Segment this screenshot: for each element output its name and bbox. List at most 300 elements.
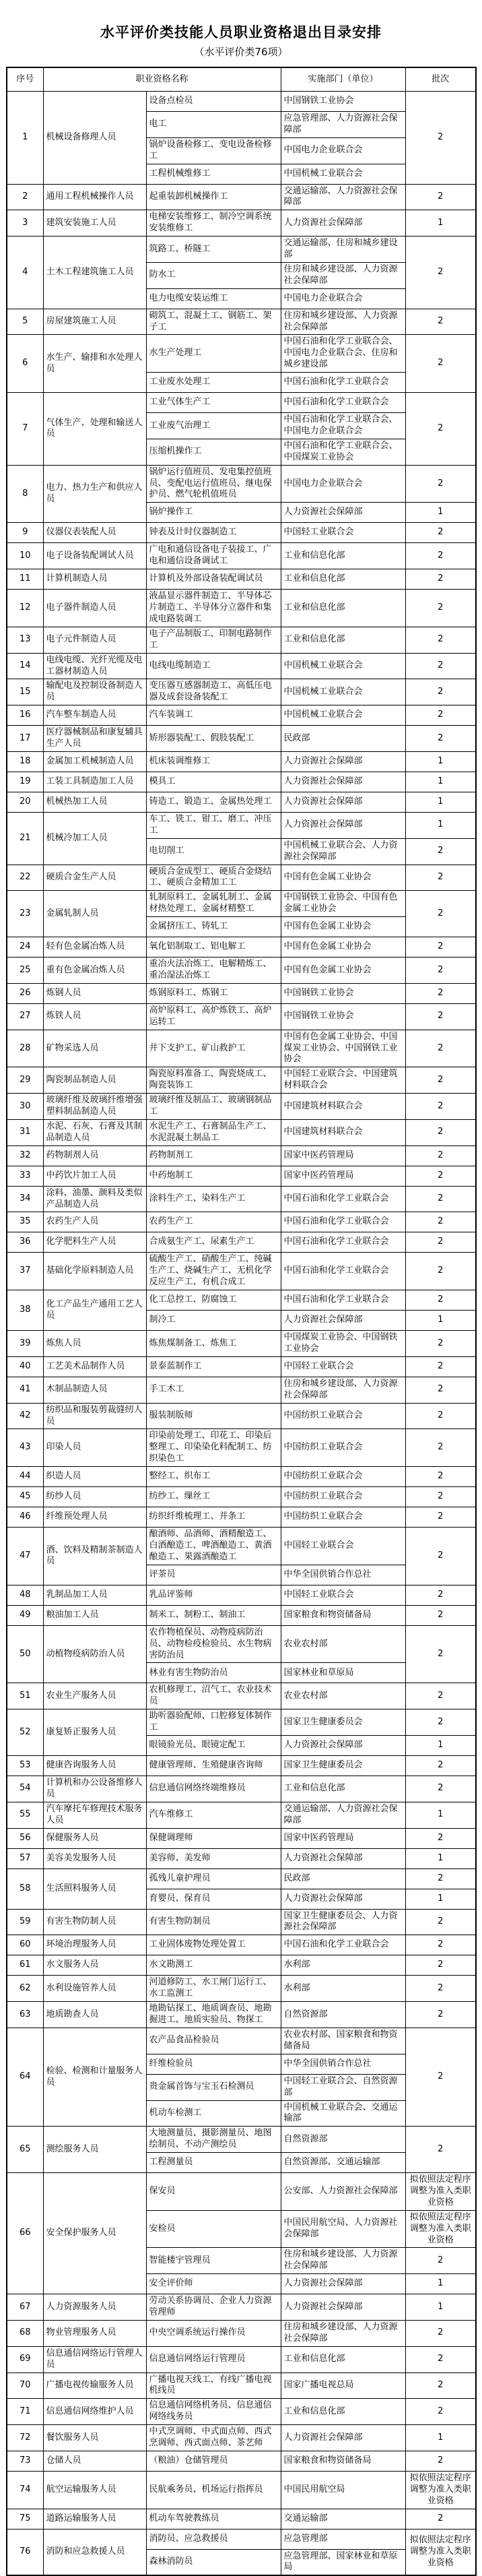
cell-department: 人力资源社会保障部 — [281, 210, 405, 237]
cell-qualification: 服装制版师 — [146, 1403, 281, 1429]
cell-batch: 2 — [405, 2127, 476, 2173]
cell-category: 餐饮服务人员 — [43, 2425, 146, 2451]
cell-category: 气体生产、处理和输送人员 — [43, 393, 146, 466]
cell-department: 民政部 — [281, 1868, 405, 1889]
cell-batch: 2 — [405, 1186, 476, 1212]
cell-no: 66 — [7, 2173, 43, 2294]
cell-department: 中国有色金属工业协会 — [281, 865, 405, 891]
table-row — [7, 1955, 476, 1976]
cell-batch: 2 — [405, 1585, 476, 1605]
cell-department: 中国电力企业联合会 — [281, 465, 405, 503]
cell-batch: 2 — [405, 1166, 476, 1186]
cell-qualification: 高炉原料工、高炉炼铁工、高炉运转工 — [146, 1003, 281, 1030]
cell-batch: 2 — [405, 1253, 476, 1290]
table-row — [7, 1585, 476, 1605]
cell-qualification: 纺纱工、缫丝工 — [146, 1487, 281, 1507]
cell-no: 26 — [7, 983, 43, 1003]
cell-batch: 2 — [405, 237, 476, 309]
cell-department: 中国石油和化学工业联合会 — [281, 1253, 405, 1290]
cell-department: 住房和城乡建设部、人力资源社会保障部 — [281, 2320, 405, 2346]
cell-qualification: 炼钢原料工、炼钢工 — [146, 983, 281, 1003]
cell-qualification: 大地测量员、摄影测量员、地图绘制员、不动产测绘员 — [146, 2127, 281, 2153]
cell-department: 中国轻工业联合会、中国建筑材料联合会 — [281, 1067, 405, 1094]
cell-qualification: 硫酸生产工、硝酸生产工、纯碱生产工、烧碱生产工、无机化学反应生产工、有机合成工 — [146, 1253, 281, 1290]
cell-qualification: 工业废水处理工 — [146, 373, 281, 393]
table-row — [7, 1848, 476, 1868]
cell-qualification: 起重装卸机械操作工 — [146, 184, 281, 210]
cell-category: 机械热加工人员 — [43, 792, 146, 812]
cell-category: 仪器仪表装配人员 — [43, 523, 146, 543]
table-row — [7, 1119, 476, 1145]
cell-batch: 2 — [405, 2028, 476, 2126]
cell-qualification: 印染前处理工、印花工、印染后整理工、印染染化料配制工、纺织染色工 — [146, 1429, 281, 1467]
cell-no: 36 — [7, 1232, 43, 1253]
cell-batch: 2 — [405, 865, 476, 891]
table-row — [7, 1756, 476, 1776]
cell-category: 保健服务人员 — [43, 1828, 146, 1848]
cell-department: 民政部 — [281, 726, 405, 752]
cell-no: 53 — [7, 1756, 43, 1776]
cell-no: 19 — [7, 772, 43, 792]
cell-department: 人力资源社会保障部 — [281, 1736, 405, 1756]
cell-no: 61 — [7, 1955, 43, 1976]
table-row — [7, 335, 476, 373]
cell-no: 35 — [7, 1212, 43, 1232]
cell-batch: 2 — [405, 937, 476, 957]
cell-no: 30 — [7, 1094, 43, 1120]
cell-department: 中国石油和化学工业联合会 — [281, 1232, 405, 1253]
cell-no: 72 — [7, 2425, 43, 2451]
cell-no: 75 — [7, 2509, 43, 2529]
cell-category: 印染人员 — [43, 1429, 146, 1467]
cell-batch: 2 — [405, 1935, 476, 1955]
cell-department: 人力资源社会保障部 — [281, 772, 405, 792]
cell-category: 中药饮片加工人员 — [43, 1166, 146, 1186]
cell-batch: 2 — [405, 2509, 476, 2529]
cell-department: 应急管理部、国家林业和草原局 — [281, 2549, 405, 2575]
cell-no: 49 — [7, 1605, 43, 1625]
table-row — [7, 812, 476, 838]
cell-category: 炼铁人员 — [43, 1003, 146, 1030]
cell-qualification: 电力电缆安装运维工 — [146, 288, 281, 309]
cell-category: 汽车摩托车修理技术服务人员 — [43, 1802, 146, 1828]
cell-no: 70 — [7, 2373, 43, 2399]
cell-department: 国家林业和草原局 — [281, 1663, 405, 1683]
cell-qualification: 机动车检测工 — [146, 2100, 281, 2127]
cell-qualification: 消防员、应急救援员 — [146, 2529, 281, 2549]
cell-no: 1 — [7, 92, 43, 185]
page-title: 水平评价类技能人员职业资格退出目录安排 — [100, 24, 382, 40]
cell-category: 建筑安装施工人员 — [43, 210, 146, 237]
table-row — [7, 309, 476, 335]
cell-batch: 2 — [405, 1403, 476, 1429]
cell-no: 64 — [7, 2028, 43, 2126]
cell-batch: 2 — [405, 1683, 476, 1709]
cell-department: 中国民用航空局 — [281, 2471, 405, 2509]
cell-qualification: 中央空调系统运行操作员 — [146, 2320, 281, 2346]
cell-qualification: 机床装调维修工 — [146, 751, 281, 772]
cell-qualification: 信息通信网络终端维修员 — [146, 1776, 281, 1802]
cell-batch: 2 — [405, 1605, 476, 1625]
table-row — [7, 891, 476, 917]
cell-qualification: 河道修防工、水工闸门运行工、水工监测工 — [146, 1976, 281, 2002]
cell-batch: 2 — [405, 1467, 476, 1487]
cell-qualification: 计算机及外部设备装配调试员 — [146, 569, 281, 590]
table-row — [7, 2399, 476, 2425]
cell-batch: 2 — [405, 1955, 476, 1976]
table-row — [7, 523, 476, 543]
cell-batch: 2 — [405, 1067, 476, 1094]
cell-qualification: 信息通信网络运行管理员 — [146, 2346, 281, 2373]
cell-department: 农业农村部、国家粮食和物资储备局 — [281, 2028, 405, 2054]
table-row — [7, 1290, 476, 1311]
cell-qualification: 轧制原料工、金属轧制工、金属材热处理工、金属材精整工 — [146, 891, 281, 917]
cell-department: 应急管理部、人力资源社会保障部 — [281, 112, 405, 138]
table-row — [7, 1403, 476, 1429]
cell-category: 水生产、输排和水处理人员 — [43, 335, 146, 393]
table-row — [7, 2127, 476, 2153]
cell-department: 国家广播电视总局 — [281, 2373, 405, 2399]
cell-category: 医疗器械制品和康复辅具生产人员 — [43, 726, 146, 752]
cell-department: 中国轻工业联合会、自然资源部 — [281, 2074, 405, 2100]
cell-batch: 2 — [405, 543, 476, 569]
cell-no: 12 — [7, 590, 43, 627]
table-row — [7, 1253, 476, 1290]
cell-department: 工业和信息化部 — [281, 1776, 405, 1802]
cell-no: 31 — [7, 1119, 43, 1145]
cell-batch: 2 — [405, 92, 476, 185]
cell-department: 国家粮食和物资储备局 — [281, 1605, 405, 1625]
table-row — [7, 1429, 476, 1467]
cell-no: 13 — [7, 627, 43, 653]
cell-department: 中国纺织工业联合会 — [281, 1487, 405, 1507]
cell-qualification: 防水工 — [146, 262, 281, 288]
cell-batch: 2 — [405, 1212, 476, 1232]
cell-qualification: 手工木工 — [146, 1377, 281, 1403]
cell-no: 57 — [7, 1848, 43, 1868]
header-no: 序号 — [7, 67, 43, 92]
cell-batch: 2 — [405, 184, 476, 210]
cell-category: 工装工具制造加工人员 — [43, 772, 146, 792]
cell-department: 中华全国供销合作总社 — [281, 2054, 405, 2074]
cell-department: 中国石油和化学工业联合会 — [281, 1935, 405, 1955]
cell-qualification: 机动车驾驶教练员 — [146, 2509, 281, 2529]
cell-department: 国家卫生健康委员会 — [281, 1756, 405, 1776]
cell-no: 52 — [7, 1709, 43, 1756]
cell-no: 7 — [7, 393, 43, 466]
cell-no: 68 — [7, 2320, 43, 2346]
cell-qualification: 整经工、织布工 — [146, 1467, 281, 1487]
cell-qualification: 汽车装调工 — [146, 705, 281, 726]
cell-batch: 拟依照法定程序调整为准入类职业资格 — [405, 2529, 476, 2575]
cell-no: 71 — [7, 2399, 43, 2425]
cell-department: 中国石油和化学工业联合会 — [281, 1212, 405, 1232]
cell-department: 中国钢铁工业协会 — [281, 92, 405, 112]
cell-qualification: 孤残儿童护理员 — [146, 1868, 281, 1889]
cell-qualification: 农药生产工 — [146, 1212, 281, 1232]
cell-department: 中国有色金属工业协会 — [281, 957, 405, 984]
cell-qualification: 矫形器装配工、假肢装配工 — [146, 726, 281, 752]
cell-qualification: 乳品评鉴师 — [146, 1585, 281, 1605]
header-qual-name: 职业资格名称 — [43, 67, 281, 92]
cell-qualification: 玻璃纤维及制品工、玻璃钢制品工 — [146, 1094, 281, 1120]
cell-no: 41 — [7, 1377, 43, 1403]
cell-qualification: 工业气体生产工 — [146, 393, 281, 413]
cell-category: 道路运输服务人员 — [43, 2509, 146, 2529]
cell-no: 38 — [7, 1290, 43, 1331]
table-row — [7, 1356, 476, 1377]
cell-category: 木制品制造人员 — [43, 1377, 146, 1403]
cell-no: 18 — [7, 751, 43, 772]
table-row — [7, 1030, 476, 1067]
page-subtitle: （水平评价类76项） — [194, 46, 288, 58]
cell-no: 55 — [7, 1802, 43, 1828]
cell-no: 29 — [7, 1067, 43, 1094]
cell-category: 美容美发服务人员 — [43, 1848, 146, 1868]
cell-department: 中国轻工业联合会 — [281, 523, 405, 543]
cell-department: 水利部 — [281, 1955, 405, 1976]
page — [0, 22, 482, 2571]
cell-department: 人力资源社会保障部 — [281, 1848, 405, 1868]
table-row — [7, 772, 476, 792]
cell-batch: 2 — [405, 590, 476, 627]
cell-department: 中国机械工业联合会、交通运输部 — [281, 2100, 405, 2127]
cell-batch: 1 — [405, 2294, 476, 2321]
cell-batch: 1 — [405, 1889, 476, 1909]
cell-qualification: 酿酒师、品酒师、酒精酿造工、白酒酿造工、啤酒酿造工、黄酒酿造工、果露酒酿造工 — [146, 1528, 281, 1565]
cell-category: 酒、饮料及精制茶制造人员 — [43, 1528, 146, 1585]
cell-batch: 1 — [405, 792, 476, 812]
cell-category: 健康咨询服务人员 — [43, 1756, 146, 1776]
cell-qualification: 药物制剂工 — [146, 1145, 281, 1166]
cell-department: 国家卫生健康委员会 — [281, 1709, 405, 1736]
cell-category: 矿物采选人员 — [43, 1030, 146, 1067]
cell-no: 33 — [7, 1166, 43, 1186]
cell-no: 43 — [7, 1429, 43, 1467]
cell-qualification: 评茶员 — [146, 1565, 281, 1585]
cell-department: 国家中医药管理局 — [281, 1166, 405, 1186]
cell-department: 交通运输部 — [281, 2509, 405, 2529]
cell-qualification: 氧化铝制取工、铝电解工 — [146, 937, 281, 957]
cell-department: 中国机械工业联合会 — [281, 705, 405, 726]
cell-no: 15 — [7, 679, 43, 705]
cell-category: 汽车整车制造人员 — [43, 705, 146, 726]
cell-department: 中国有色金属工业协会、中国煤炭工业协会、中国钢铁工业协会 — [281, 1030, 405, 1067]
cell-qualification: 筑路工、桥隧工 — [146, 237, 281, 263]
cell-department: 中国机械工业联合会 — [281, 164, 405, 184]
cell-department: 国家中医药管理局 — [281, 1828, 405, 1848]
cell-category: 人力资源服务人员 — [43, 2294, 146, 2321]
cell-category: 电子设备装配调试人员 — [43, 543, 146, 569]
cell-category: 房屋建筑施工人员 — [43, 309, 146, 335]
cell-batch: 1 — [405, 2425, 476, 2451]
cell-qualification: 涂料生产工、染料生产工 — [146, 1186, 281, 1212]
cell-category: 电子器件制造人员 — [43, 590, 146, 627]
table-row — [7, 957, 476, 984]
cell-batch: 2 — [405, 1976, 476, 2002]
cell-qualification: 水生产处理工 — [146, 335, 281, 373]
cell-no: 24 — [7, 937, 43, 957]
cell-batch: 2 — [405, 1828, 476, 1848]
table-row — [7, 210, 476, 237]
cell-no: 47 — [7, 1528, 43, 1585]
cell-department: 中国轻工业联合会 — [281, 1585, 405, 1605]
cell-no: 37 — [7, 1253, 43, 1290]
cell-qualification: 民航乘务员、机场运行指挥员 — [146, 2471, 281, 2509]
cell-category: 电子元件制造人员 — [43, 627, 146, 653]
cell-qualification: 森林消防员 — [146, 2549, 281, 2575]
cell-qualification: 眼镜验光员、眼镜定配工 — [146, 1736, 281, 1756]
cell-batch: 2 — [405, 838, 476, 865]
table-row — [7, 2529, 476, 2549]
table-row — [7, 1802, 476, 1828]
cell-department: 中国建筑材料联合会 — [281, 1119, 405, 1145]
table-row — [7, 2373, 476, 2399]
cell-department: 农业农村部 — [281, 1625, 405, 1663]
cell-department: 中国纺织工业联合会 — [281, 1403, 405, 1429]
table-row — [7, 1094, 476, 1120]
cell-category: 物业管理服务人员 — [43, 2320, 146, 2346]
cell-department: 自然资源部 — [281, 2002, 405, 2028]
cell-batch: 2 — [405, 2451, 476, 2471]
cell-batch: 1 — [405, 503, 476, 523]
cell-no: 46 — [7, 1507, 43, 1528]
cell-qualification: 工业固体废物处理处置工 — [146, 1935, 281, 1955]
cell-department: 中国有色金属工业协会 — [281, 937, 405, 957]
header-dept: 实施部门（单位） — [281, 67, 405, 92]
cell-category: 测绘服务人员 — [43, 2127, 146, 2173]
cell-department: 中国机械工业联合会、人力资源社会保障部 — [281, 838, 405, 865]
table-row — [7, 627, 476, 653]
cell-no: 59 — [7, 1909, 43, 1935]
cell-no: 60 — [7, 1935, 43, 1955]
cell-qualification: 信息通信网络机务员、信息通信网络线务员 — [146, 2399, 281, 2425]
cell-category: 药物制剂人员 — [43, 1145, 146, 1166]
table-row — [7, 590, 476, 627]
cell-department: 人力资源社会保障部 — [281, 1889, 405, 1909]
table-row — [7, 393, 476, 413]
cell-department: 中国电力企业联合会 — [281, 288, 405, 309]
cell-no: 56 — [7, 1828, 43, 1848]
cell-department: 中国石油和化学工业联合会 — [281, 393, 405, 413]
cell-department: 中国钢铁工业协会、中国有色金属工业协会 — [281, 891, 405, 917]
table-row — [7, 1528, 476, 1565]
cell-category: 通用工程机械操作人员 — [43, 184, 146, 210]
table-row — [7, 1709, 476, 1736]
cell-batch: 2 — [405, 1356, 476, 1377]
cell-department: 应急管理部 — [281, 2529, 405, 2549]
cell-qualification: 保健调理师 — [146, 1828, 281, 1848]
cell-qualification: 工程机械维修工 — [146, 164, 281, 184]
cell-qualification: 地勘钻探工、地质调查员、地勘掘进工、地质实验员、物探工 — [146, 2002, 281, 2028]
cell-category: 输配电及控制设备制造人员 — [43, 679, 146, 705]
cell-category: 轻有色金属冶炼人员 — [43, 937, 146, 957]
cell-qualification: 电子产品制版工、印制电路制作工 — [146, 627, 281, 653]
cell-department: 中国钢铁工业协会 — [281, 1003, 405, 1030]
qualification-exit-table — [6, 67, 477, 2576]
table-row — [7, 1605, 476, 1625]
table-row — [7, 1377, 476, 1403]
cell-no: 6 — [7, 335, 43, 393]
cell-category: 电力、热力生产和供应人员 — [43, 465, 146, 523]
cell-batch: 2 — [405, 1625, 476, 1683]
cell-department: 中国电力企业联合会 — [281, 137, 405, 164]
cell-no: 69 — [7, 2346, 43, 2373]
cell-category: 纺纱人员 — [43, 1487, 146, 1507]
cell-qualification: 广播电视天线工、有线广播电视机线员 — [146, 2373, 281, 2399]
cell-batch: 2 — [405, 679, 476, 705]
cell-qualification: 安全评价师 — [146, 2274, 281, 2294]
cell-department: 中国纺织工业联合会 — [281, 1467, 405, 1487]
cell-department: 中国建筑材料联合会 — [281, 1094, 405, 1120]
cell-batch: 2 — [405, 726, 476, 752]
cell-department: 住房和城乡建设部、人力资源社会保障部 — [281, 262, 405, 288]
cell-batch: 2 — [405, 983, 476, 1003]
cell-qualification: 汽车维修工 — [146, 1802, 281, 1828]
cell-qualification: 车工、铣工、钳工、磨工、冲压工 — [146, 812, 281, 838]
cell-department: 中国石油和化学工业联合会 — [281, 1186, 405, 1212]
cell-batch: 2 — [405, 2320, 476, 2346]
cell-qualification: 育婴员、保育员 — [146, 1889, 281, 1909]
cell-category: 纤维预处理人员 — [43, 1507, 146, 1528]
cell-qualification: 保安员 — [146, 2173, 281, 2211]
cell-department: 中国机械工业联合会 — [281, 653, 405, 679]
cell-no: 58 — [7, 1868, 43, 1909]
cell-department: 人力资源社会保障部 — [281, 792, 405, 812]
table-row — [7, 2425, 476, 2451]
cell-no: 9 — [7, 523, 43, 543]
cell-category: 电线电缆、光纤光缆及电工器材制造人员 — [43, 653, 146, 679]
cell-department: 自然资源部、交通运输部 — [281, 2153, 405, 2173]
cell-no: 67 — [7, 2294, 43, 2321]
cell-department: 住房和城乡建设部、人力资源社会保障部 — [281, 2248, 405, 2274]
cell-qualification: 健康管理师、生殖健康咨询师 — [146, 1756, 281, 1776]
cell-qualification: 金属挤压工、铸轧工 — [146, 917, 281, 937]
table-row — [7, 653, 476, 679]
table-row — [7, 2471, 476, 2509]
cell-category: 炼焦人员 — [43, 1331, 146, 1357]
cell-category: 地质勘查人员 — [43, 2002, 146, 2028]
cell-qualification: 压缩机操作工 — [146, 439, 281, 465]
cell-category: 航空运输服务人员 — [43, 2471, 146, 2509]
cell-qualification: 制冷工 — [146, 1311, 281, 1331]
cell-qualification: 美容师、美发师 — [146, 1848, 281, 1868]
cell-qualification: 水文勘测工 — [146, 1955, 281, 1976]
cell-qualification: 安检员 — [146, 2210, 281, 2248]
table-row — [7, 751, 476, 772]
cell-qualification: 工业废气治理工 — [146, 413, 281, 439]
cell-batch: 2 — [405, 1232, 476, 1253]
cell-qualification: 工程测量员 — [146, 2153, 281, 2173]
table-row — [7, 2028, 476, 2054]
table-row — [7, 1067, 476, 1094]
cell-qualification: 电梯安装维修工、制冷空调系统安装维修工 — [146, 210, 281, 237]
cell-qualification: 景泰蓝制作工 — [146, 1356, 281, 1377]
cell-no: 65 — [7, 2127, 43, 2173]
cell-department: 中国有色金属工业协会 — [281, 917, 405, 937]
cell-batch: 2 — [405, 335, 476, 393]
cell-qualification: 劳动关系协调员、企业人力资源管理师 — [146, 2294, 281, 2321]
cell-category: 消防和应急救援人员 — [43, 2529, 146, 2575]
cell-batch: 1 — [405, 1802, 476, 1828]
cell-category: 环境治理服务人员 — [43, 1935, 146, 1955]
cell-department: 自然资源部 — [281, 2127, 405, 2153]
cell-qualification: 贵金属首饰与宝玉石检测员 — [146, 2074, 281, 2100]
cell-batch: 2 — [405, 2399, 476, 2425]
table-row — [7, 1166, 476, 1186]
cell-category: 广播电视传输服务人员 — [43, 2373, 146, 2399]
cell-no: 20 — [7, 792, 43, 812]
